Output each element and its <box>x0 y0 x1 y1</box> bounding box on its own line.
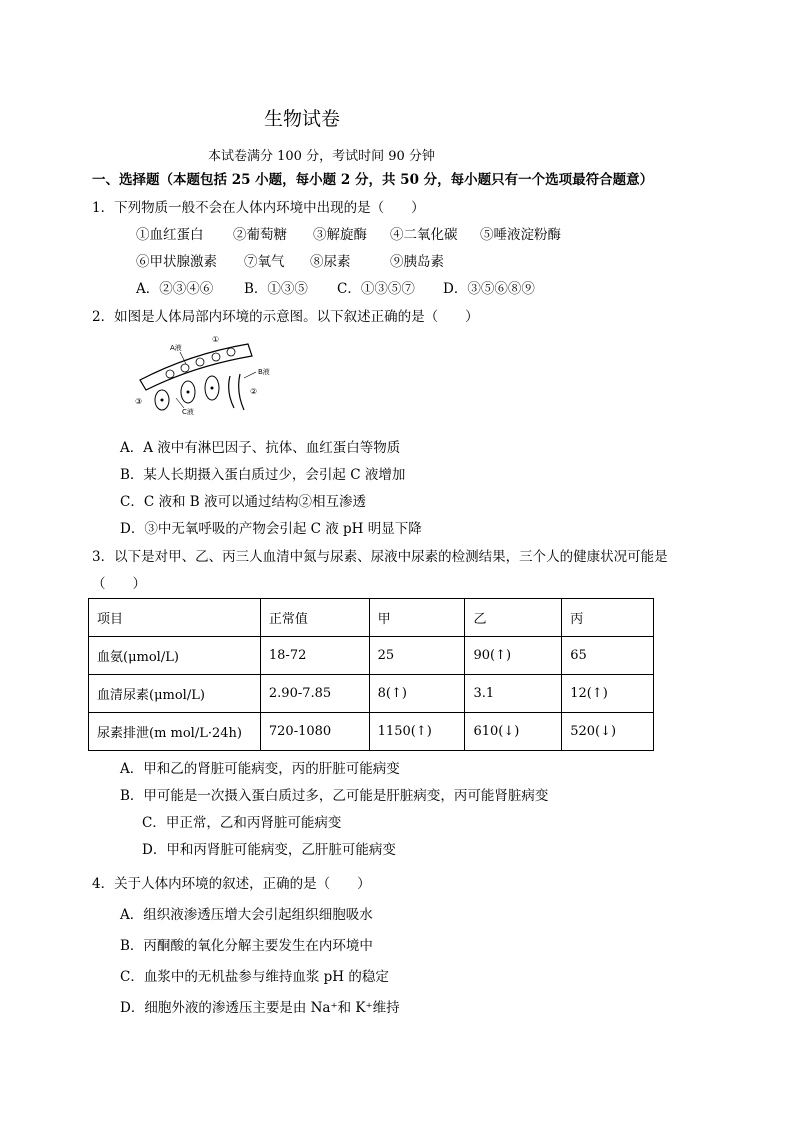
table-cell: 520(↓) <box>562 713 654 751</box>
section-heading: 一、选择题（本题包括 25 小题，每小题 2 分，共 50 分，每小题只有一个选项最符合题意） <box>92 172 654 188</box>
q1-option-d: D．③⑤⑥⑧⑨ <box>443 281 535 297</box>
table-row <box>89 675 654 713</box>
q1-item: ⑨胰岛素 <box>390 254 444 270</box>
q3-option-d: D．甲和丙肾脏可能病变，乙肝脏可能病变 <box>142 842 396 858</box>
lymph-vessel <box>229 374 244 410</box>
q3-option-a: A．甲和乙的肾脏可能病变，丙的肝脏可能病变 <box>120 761 400 777</box>
q1-option-b: B．①③⑤ <box>244 281 308 297</box>
cell-nucleus <box>161 399 164 402</box>
q1-item: ①血红蛋白 <box>136 227 204 243</box>
blood-cell <box>181 364 189 372</box>
q1-item: ⑦氧气 <box>244 254 285 270</box>
q1-item: ⑤唾液淀粉酶 <box>480 227 561 243</box>
label-a: A液 <box>170 344 182 352</box>
label-b: B液 <box>258 368 270 376</box>
blood-cell <box>227 348 235 356</box>
table-cell: 65 <box>562 637 654 675</box>
table-cell: 2.90-7.85 <box>260 675 369 713</box>
q2-option-c: C．C 液和 B 液可以通过结构②相互渗透 <box>120 494 366 510</box>
leader-line <box>244 372 256 378</box>
question-3-stem: 3．以下是对甲、乙、丙三人血清中氮与尿素、尿液中尿素的检测结果，三个人的健康状况可能是 <box>92 549 668 565</box>
blood-cell <box>196 358 204 366</box>
blood-cell <box>166 370 174 378</box>
q4-option-a: A．组织液渗透压增大会引起组织细胞吸水 <box>120 907 373 923</box>
table-cell: 90(↑) <box>465 637 562 675</box>
header-cell: 正常值 <box>260 599 369 637</box>
table-cell: 血氨(μmol/L) <box>89 637 261 675</box>
test-results-table <box>88 598 654 751</box>
header-cell: 项目 <box>89 599 261 637</box>
cell-nucleus <box>211 387 214 390</box>
label-3: ③ <box>135 397 143 406</box>
q4-option-b: B．丙酮酸的氧化分解主要发生在内环境中 <box>120 938 373 954</box>
table-cell: 25 <box>369 637 465 675</box>
table-cell: 18-72 <box>260 637 369 675</box>
q2-option-a: A．A 液中有淋巴因子、抗体、血红蛋白等物质 <box>120 440 401 456</box>
q1-option-c: C．①③⑤⑦ <box>337 281 415 297</box>
question-2-stem: 2．如图是人体局部内环境的示意图。以下叙述正确的是（ ） <box>92 309 479 325</box>
label-1: ① <box>212 335 220 344</box>
cell-nucleus <box>187 391 190 394</box>
q1-option-a: A．②③④⑥ <box>136 281 214 297</box>
table-cell: 720-1080 <box>260 713 369 751</box>
table-cell: 610(↓) <box>465 713 562 751</box>
q1-item: ③解旋酶 <box>313 227 367 243</box>
question-3-stem-bracket: （ ） <box>92 576 146 592</box>
q1-item: ②葡萄糖 <box>233 227 287 243</box>
q3-option-b: B．甲可能是一次摄入蛋白质过多，乙可能是肝脏病变，丙可能肾脏病变 <box>120 788 549 804</box>
q4-option-c: C．血浆中的无机盐参与维持血浆 pH 的稳定 <box>120 969 389 985</box>
q3-option-c: C．甲正常，乙和丙肾脏可能病变 <box>142 815 342 831</box>
table-row <box>89 713 654 751</box>
question-4-stem: 4．关于人体内环境的叙述，正确的是（ ） <box>92 876 371 892</box>
table-header-row <box>89 599 654 637</box>
header-cell: 甲 <box>369 599 465 637</box>
table-cell: 尿素排泄(m mol/L·24h) <box>89 713 261 751</box>
table-cell: 1150(↑) <box>369 713 465 751</box>
label-2: ② <box>250 387 258 396</box>
table-cell: 3.1 <box>465 675 562 713</box>
q1-item: ⑥甲状腺激素 <box>136 254 217 270</box>
q1-item: ⑧尿素 <box>310 254 351 270</box>
header-cell: 乙 <box>465 599 562 637</box>
table-cell: 8(↑) <box>369 675 465 713</box>
table-row <box>89 637 654 675</box>
internal-environment-diagram <box>130 332 280 418</box>
exam-info: 本试卷满分 100 分，考试时间 90 分钟 <box>208 149 435 164</box>
q1-item: ④二氧化碳 <box>390 227 458 243</box>
table-cell: 12(↑) <box>562 675 654 713</box>
table-cell: 血清尿素(μmol/L) <box>89 675 261 713</box>
q2-option-d: D．③中无氧呼吸的产物会引起 C 液 pH 明显下降 <box>120 521 422 537</box>
question-1-stem: 1．下列物质一般不会在人体内环境中出现的是（ ） <box>92 200 425 216</box>
label-c: C液 <box>182 408 194 416</box>
q2-option-b: B．某人长期摄入蛋白质过少，会引起 C 液增加 <box>120 467 406 483</box>
blood-cell <box>212 353 220 361</box>
page-title: 生物试卷 <box>264 108 341 130</box>
q4-option-d: D．细胞外液的渗透压主要是由 Na⁺和 K⁺维持 <box>120 1000 400 1016</box>
header-cell: 丙 <box>562 599 654 637</box>
